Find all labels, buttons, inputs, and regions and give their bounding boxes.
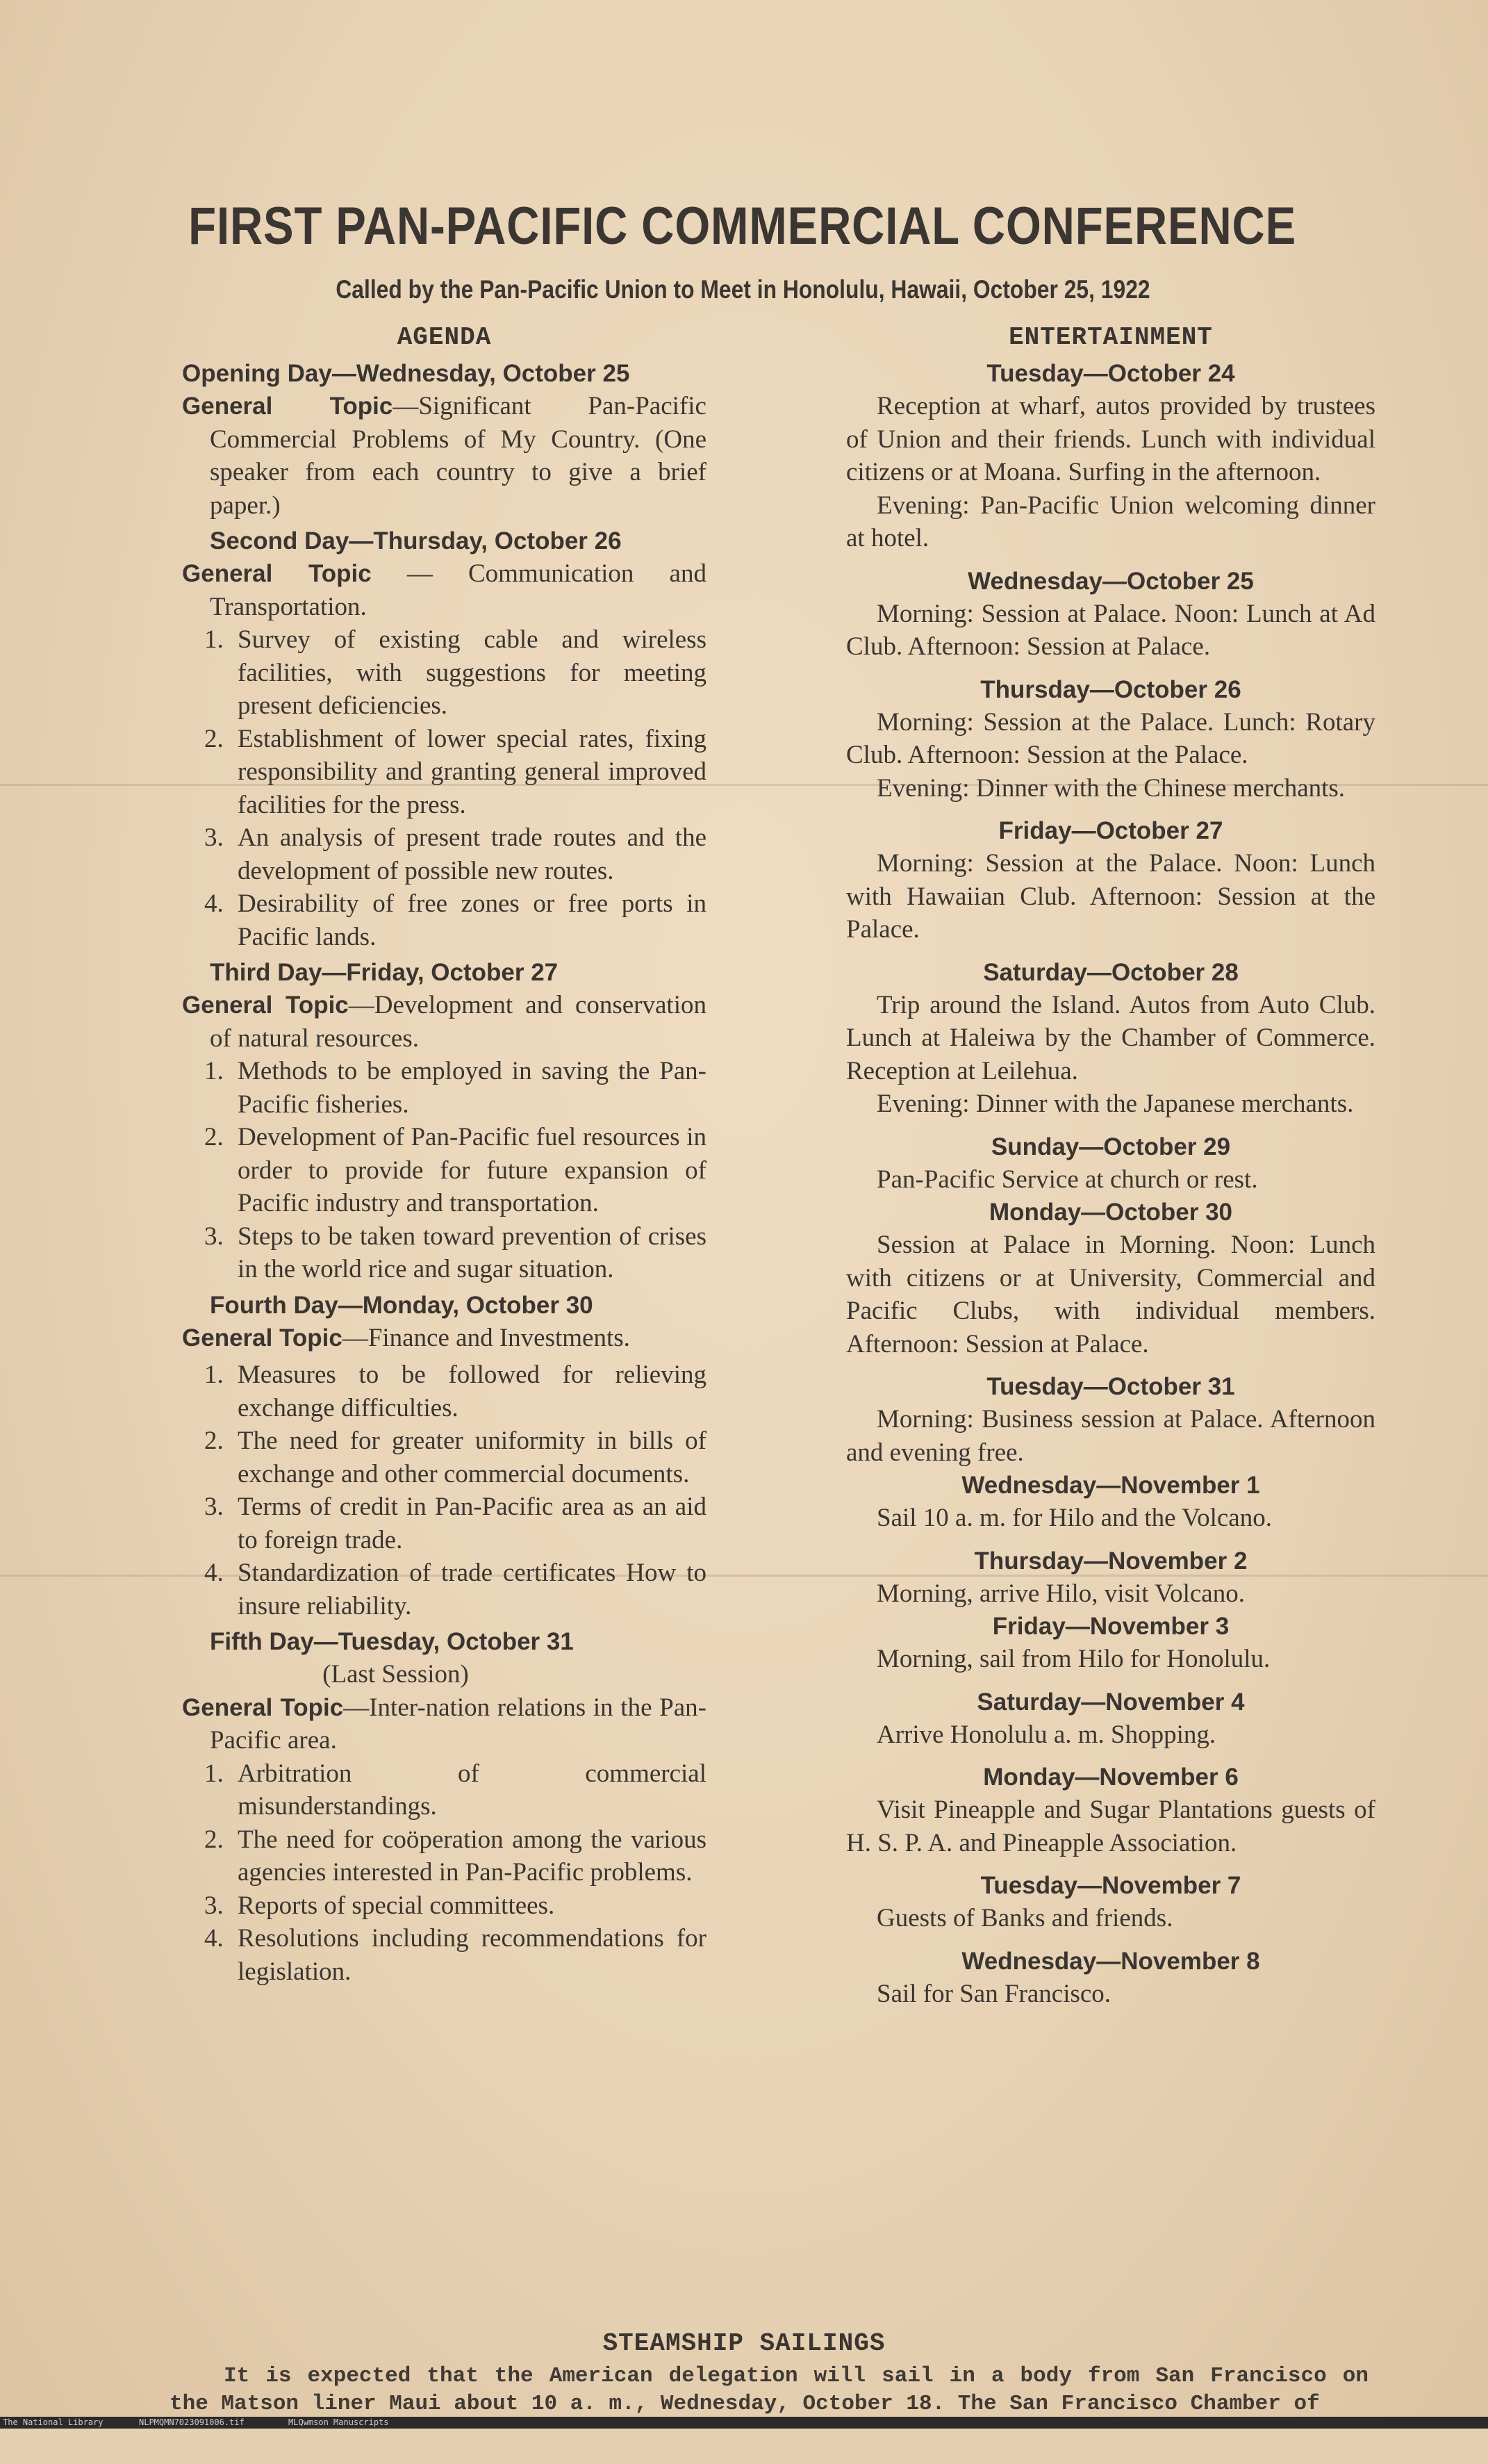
agenda-topic: [182, 390, 706, 522]
entertainment-date: Tuesday—November 7: [980, 1872, 1241, 1899]
agenda-item: 2. The need for greater uniformity in bills of exchange and other commercial documents.: [204, 1427, 706, 1488]
agenda-item: 3. Reports of special committees.: [204, 1891, 555, 1920]
entertainment-text: Sail 10 a. m. for Hilo and the Volcano.: [877, 1504, 1272, 1532]
entertainment-day: [846, 1545, 1375, 1611]
agenda-topic: [182, 557, 706, 623]
agenda-column: [182, 322, 706, 1988]
agenda-item: 1. Survey of existing cable and wireless facilities, with suggestions for meeting present deficiencies.: [204, 625, 706, 720]
entertainment-date: Sunday—October 29: [991, 1133, 1231, 1160]
topic-text: — Communication and Transportation.: [210, 559, 706, 621]
entertainment-date: Saturday—November 4: [977, 1688, 1245, 1716]
entertainment-date: Thursday—October 26: [980, 675, 1241, 703]
agenda-topic: [182, 1322, 706, 1355]
topic-text: —Finance and Investments.: [342, 1323, 630, 1352]
entertainment-text: Morning, sail from Hilo for Honolulu.: [877, 1645, 1271, 1673]
agenda-topic: [182, 989, 706, 1055]
entertainment-day: [846, 1869, 1375, 1935]
entertainment-date: Friday—November 3: [992, 1613, 1230, 1640]
entertainment-text: Morning: Business session at Palace. Afternoon and evening free.: [846, 1405, 1375, 1467]
footer-middle: NLPMQMN7023091006.tif: [139, 2417, 245, 2427]
entertainment-text: Morning: Session at the Palace. Lunch: Rotary Club. Afternoon: Session at the Palace.: [846, 707, 1375, 769]
agenda-item-list: [182, 1358, 706, 1623]
entertainment-day: [846, 1469, 1375, 1535]
agenda-item: 1. Methods to be employed in saving the Pan-Pacific fisheries.: [204, 1057, 706, 1119]
entertainment-day: [846, 1131, 1375, 1197]
entertainment-text: Evening: Dinner with the Japanese merchants.: [877, 1090, 1354, 1118]
agenda-topic: [182, 1691, 706, 1757]
entertainment-day: [846, 1945, 1375, 2011]
agenda-item: 2. The need for coöperation among the various agencies interested in Pan-Pacific problems.: [204, 1825, 706, 1887]
entertainment-date: Wednesday—November 8: [961, 1947, 1260, 1975]
agenda-day-title: Fifth Day—Tuesday, October 31: [210, 1628, 574, 1655]
entertainment-date: Monday—October 30: [989, 1199, 1233, 1226]
agenda-item-list: [182, 1055, 706, 1286]
agenda-day-title: Fourth Day—Monday, October 30: [210, 1291, 593, 1319]
entertainment-day: [846, 1686, 1375, 1752]
agenda-item: 3. Terms of credit in Pan-Pacific area as an aid to foreign trade.: [204, 1493, 706, 1554]
entertainment-text: Evening: Dinner with the Chinese merchants.: [877, 773, 1346, 803]
entertainment-text: Arrive Honolulu a. m. Shopping.: [877, 1720, 1216, 1749]
steamship-text: It is expected that the American delegation will sail in a body from San Francisco on the Matson liner Maui about 10 a. m., Wednesday, October 18. The San Francisco Chamber of: [170, 2364, 1369, 2416]
entertainment-day: [846, 814, 1375, 946]
agenda-item-list: [182, 1757, 706, 1989]
entertainment-text: Sail for San Francisco.: [877, 1979, 1111, 2008]
agenda-day: [182, 1625, 706, 1988]
agenda-day-title: Opening Day—Wednesday, October 25: [182, 360, 630, 387]
entertainment-date: Wednesday—October 25: [968, 567, 1254, 595]
agenda-heading: AGENDA: [397, 323, 492, 352]
agenda-day: [182, 357, 706, 522]
entertainment-column: [846, 322, 1375, 2010]
entertainment-heading: ENTERTAINMENT: [1009, 323, 1213, 352]
steamship-heading: STEAMSHIP SAILINGS: [602, 2329, 886, 2358]
topic-label: General Topic: [182, 560, 372, 587]
agenda-day-title: Third Day—Friday, October 27: [210, 959, 559, 986]
topic-label: General Topic: [182, 393, 393, 420]
agenda-item: 1. Measures to be followed for relieving exchange difficulties.: [204, 1361, 706, 1422]
entertainment-date: Thursday—November 2: [974, 1547, 1248, 1575]
entertainment-day: [846, 673, 1375, 805]
topic-label: General Topic: [182, 1324, 342, 1352]
entertainment-text: Reception at wharf, autos provided by trustees of Union and their friends. Lunch with individual citizens or at Moana. Surfing in the afternoon.: [846, 392, 1375, 486]
entertainment-date: Saturday—October 28: [983, 958, 1239, 986]
document-subtitle: Called by the Pan-Pacific Union to Meet in Honolulu, Hawaii, October 25, 1922: [336, 275, 1150, 304]
entertainment-text: Guests of Banks and friends.: [877, 1904, 1173, 1932]
agenda-day: [182, 956, 706, 1286]
entertainment-text: Pan-Pacific Service at church or rest.: [877, 1165, 1258, 1194]
entertainment-date: Monday—November 6: [983, 1764, 1239, 1791]
agenda-item: 4. Desirability of free zones or free ports in Pacific lands.: [204, 889, 706, 951]
agenda-day-subtitle: (Last Session): [322, 1660, 469, 1689]
entertainment-day: [846, 956, 1375, 1121]
entertainment-date: Friday—October 27: [998, 817, 1223, 844]
entertainment-date: Tuesday—October 24: [986, 360, 1235, 387]
agenda-day-title: Second Day—Thursday, October 26: [210, 527, 622, 555]
entertainment-day: [846, 357, 1375, 555]
agenda-item: 4. Resolutions including recommendations for legislation.: [204, 1924, 706, 1986]
entertainment-text: Morning: Session at Palace. Noon: Lunch at Ad Club. Afternoon: Session at Palace.: [846, 599, 1375, 661]
topic-text: —Development and conservation of natural resources.: [210, 991, 706, 1053]
agenda-day: [182, 525, 706, 953]
agenda-item: 1. Arbitration of commercial misunderstandings.: [204, 1759, 706, 1821]
entertainment-text: Trip around the Island. Autos from Auto Club. Lunch at Haleiwa by the Chamber of Commerce. Reception at Leilehua.: [846, 990, 1375, 1085]
agenda-item-list: [182, 623, 706, 953]
entertainment-date: Wednesday—November 1: [961, 1472, 1260, 1499]
entertainment-day: [846, 565, 1375, 664]
entertainment-date: Tuesday—October 31: [986, 1373, 1235, 1400]
entertainment-text: Session at Palace in Morning. Noon: Lunch with citizens or at University, Commercial and Pacific Clubs, with individual members. Afternoon: Session at Palace.: [846, 1231, 1375, 1358]
agenda-item: 4. Standardization of trade certificates How to insure reliability.: [204, 1559, 706, 1620]
scan-footer-bar: [0, 2417, 1488, 2429]
topic-text: —Inter-nation relations in the Pan-Pacific area.: [210, 1693, 706, 1755]
agenda-item: 3. An analysis of present trade routes and the development of possible new routes.: [204, 823, 706, 885]
topic-text: —Significant Pan-Pacific Commercial Problems of My Country. (One speaker from each country to give a brief paper.): [210, 392, 706, 520]
topic-label: General Topic: [182, 992, 349, 1019]
agenda-day: [182, 1289, 706, 1623]
footer-right: MLQwmson Manuscripts: [288, 2417, 389, 2427]
entertainment-text: Morning: Session at the Palace. Noon: Lunch with Hawaiian Club. Afternoon: Session at the Palace.: [846, 849, 1375, 944]
footer-left: The National Library: [3, 2417, 104, 2427]
agenda-item: 2. Establishment of lower special rates, fixing responsibility and granting general improved facilities for the press.: [204, 724, 706, 819]
agenda-item: 3. Steps to be taken toward prevention of crises in the world rice and sugar situation.: [204, 1222, 706, 1283]
agenda-item: 2. Development of Pan-Pacific fuel resources in order to provide for future expansion of Pacific industry and transportation.: [204, 1123, 706, 1217]
entertainment-day: [846, 1761, 1375, 1859]
entertainment-day: [846, 1610, 1375, 1676]
entertainment-text: Morning, arrive Hilo, visit Volcano.: [877, 1579, 1245, 1608]
document-title: FIRST PAN-PACIFIC COMMERCIAL CONFERENCE: [188, 197, 1297, 256]
entertainment-text: Visit Pineapple and Sugar Plantations guests of H. S. P. A. and Pineapple Association.: [846, 1796, 1375, 1857]
entertainment-day: [846, 1370, 1375, 1469]
topic-label: General Topic: [182, 1693, 344, 1721]
entertainment-day: [846, 1196, 1375, 1361]
entertainment-text: Evening: Pan-Pacific Union welcoming dinner at hotel.: [846, 491, 1375, 552]
